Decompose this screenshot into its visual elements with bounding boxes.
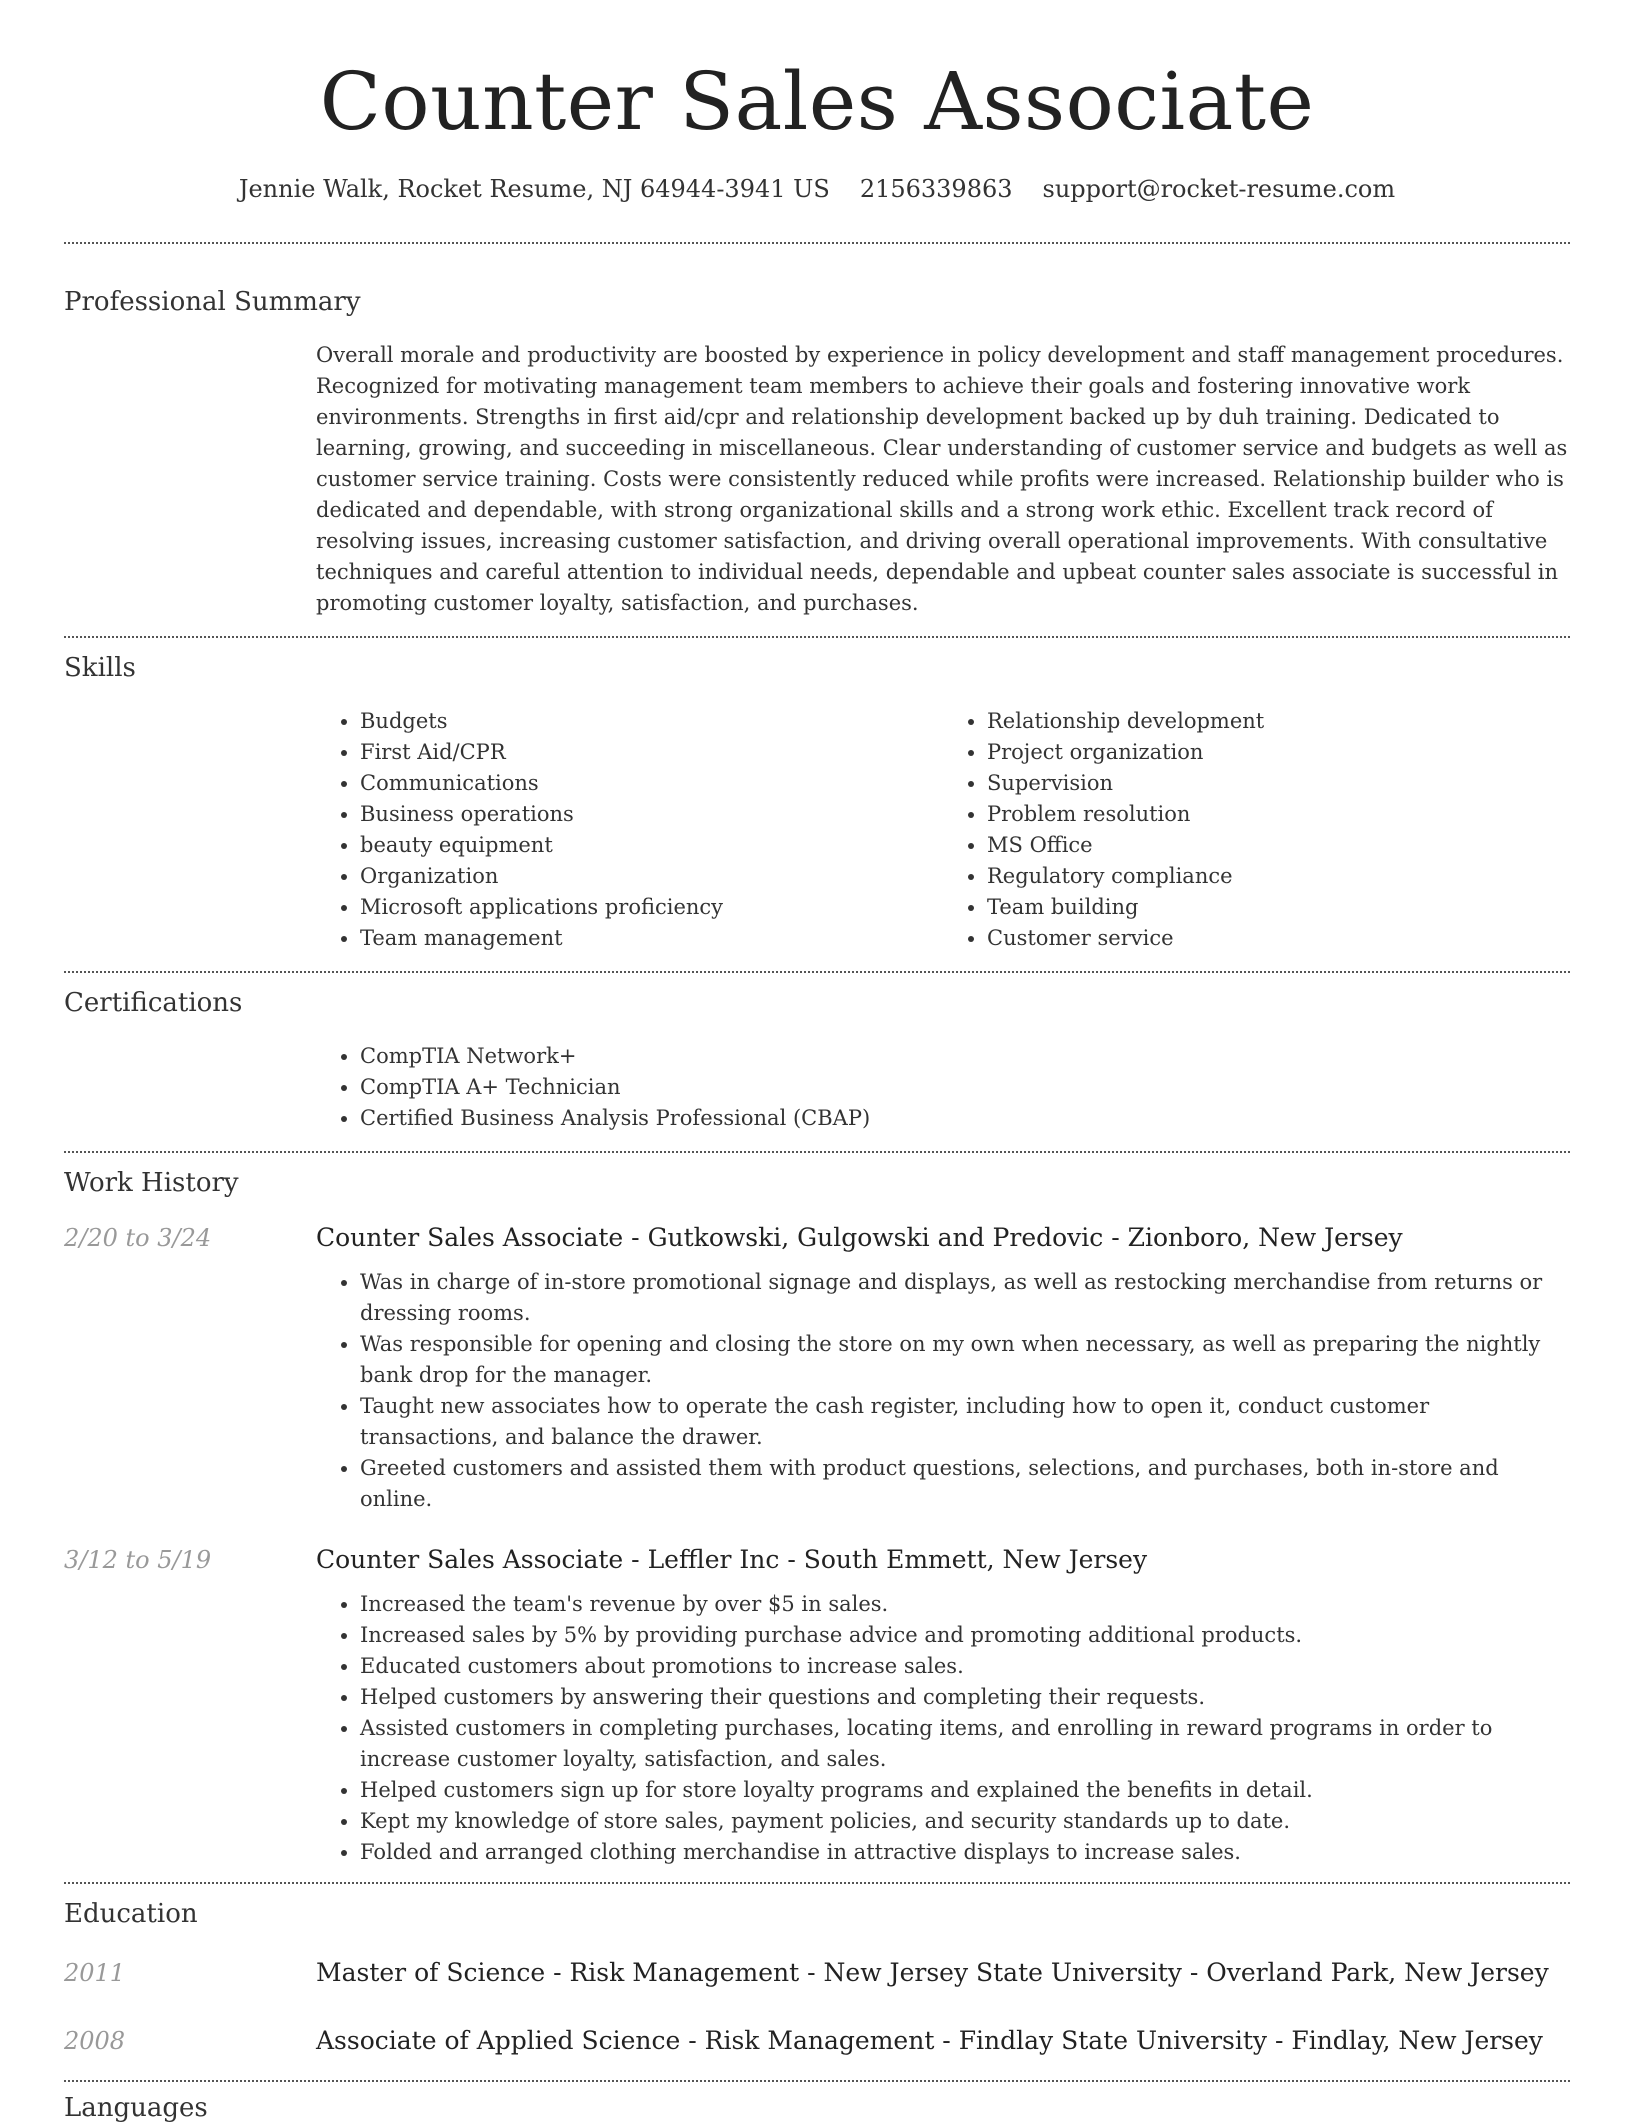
- resume-title: Counter Sales Associate: [319, 55, 1315, 148]
- section-work-history: [64, 1153, 1570, 1868]
- skill-item: • First Aid/CPR: [360, 737, 943, 768]
- education-school: New Jersey State University - Overland Park, New Jersey: [823, 1958, 1549, 1987]
- skills-grid: [316, 706, 1570, 954]
- skill-item: • Organization: [360, 861, 943, 892]
- job-bullet: • Helped customers by answering their questions and completing their requests.: [360, 1682, 1570, 1713]
- skill-item: • Budgets: [360, 706, 943, 737]
- summary-text: Overall morale and productivity are boosted by experience in policy development and staff management procedures. Recognized for motivating management team members to achieve their goals and fostering innovative work environments. Strengths in first aid/cpr and relationship development backed up by duh training. Dedicated to learning, growing, and succeeding in miscellaneous. Clear understanding of customer service and budgets as well as customer service training. Costs were consistently reduced while profits were increased. Relationship builder who is dedicated and dependable, with strong organizational skills and a strong work ethic. Excellent track record of resolving issues, increasing customer satisfaction, and driving overall operational improvements. With consultative techniques and careful attention to individual needs, dependable and upbeat counter sales associate is successful in promoting customer loyalty, satisfaction, and purchases.: [316, 343, 1568, 615]
- skill-item: • Team management: [360, 923, 943, 954]
- section-skills: [64, 638, 1570, 954]
- job-header: [64, 1543, 1570, 1577]
- contact-email: support@rocket-resume.com: [1042, 175, 1396, 203]
- job-bullet: • Greeted customers and assisted them with product questions, selections, and purchases, both in-store and online.: [360, 1453, 1570, 1515]
- skill-item: • Regulatory compliance: [987, 861, 1570, 892]
- section-languages: [64, 2082, 1570, 2126]
- certification-item: • Certified Business Analysis Professional (CBAP): [360, 1103, 1570, 1134]
- resume-page: [64, 0, 1570, 2126]
- contact-phone: 2156339863: [859, 175, 1013, 203]
- skill-item: • Problem resolution: [987, 799, 1570, 830]
- section-heading: Languages: [64, 2093, 208, 2123]
- certifications-list: [316, 1041, 1570, 1134]
- job-bullets: [316, 1267, 1570, 1515]
- skill-item: • beauty equipment: [360, 830, 943, 861]
- skills-list-left: [316, 706, 943, 954]
- education-entry: [64, 2024, 1570, 2058]
- skill-item: • Relationship development: [987, 706, 1570, 737]
- job-title: Counter Sales Associate - Gutkowski, Gulgowski and Predovic - Zionboro, New Jersey: [316, 1223, 1403, 1252]
- certification-item: • CompTIA A+ Technician: [360, 1072, 1570, 1103]
- education-degree: Master of Science - Risk Management: [316, 1958, 800, 1987]
- contact-address: Jennie Walk, Rocket Resume, NJ 64944-3941 US: [238, 175, 830, 203]
- education-entry: [64, 1956, 1570, 1990]
- job-title: Counter Sales Associate - Leffler Inc - South Emmett, New Jersey: [316, 1545, 1148, 1574]
- education-year: 2011: [64, 1959, 126, 1987]
- skill-item: • Supervision: [987, 768, 1570, 799]
- contact-line: [64, 172, 1570, 206]
- section-heading: Certifications: [64, 988, 243, 1018]
- job-bullets: [316, 1589, 1570, 1868]
- certification-item: • CompTIA Network+: [360, 1041, 1570, 1072]
- job-bullet: • Was in charge of in-store promotional signage and displays, as well as restocking merchandise from returns or dressing rooms.: [360, 1267, 1570, 1329]
- job-entry: [64, 1543, 1570, 1868]
- section-heading: Skills: [64, 653, 136, 683]
- job-bullet: • Increased the team's revenue by over $5 in sales.: [360, 1589, 1570, 1620]
- job-bullet: • Was responsible for opening and closing the store on my own when necessary, as well as preparing the nightly bank drop for the manager.: [360, 1329, 1570, 1391]
- education-year: 2008: [64, 2027, 126, 2055]
- section-summary: [64, 244, 1570, 619]
- job-bullet: • Kept my knowledge of store sales, payment policies, and security standards up to date.: [360, 1806, 1570, 1837]
- education-title: Associate of Applied Science - Risk Management - Findlay State University - Findlay, New Jersey: [316, 2026, 1543, 2055]
- section-certifications: [64, 973, 1570, 1134]
- section-heading: Professional Summary: [64, 287, 361, 317]
- skill-item: • Communications: [360, 768, 943, 799]
- education-school: Findlay State University - Findlay, New Jersey: [958, 2026, 1543, 2055]
- job-bullet: • Increased sales by 5% by providing purchase advice and promoting additional products.: [360, 1620, 1570, 1651]
- education-degree: Associate of Applied Science - Risk Management: [316, 2026, 935, 2055]
- job-bullet: • Educated customers about promotions to increase sales.: [360, 1651, 1570, 1682]
- job-bullet: • Folded and arranged clothing merchandise in attractive displays to increase sales.: [360, 1837, 1570, 1868]
- job-bullet: • Helped customers sign up for store loyalty programs and explained the benefits in detail.: [360, 1775, 1570, 1806]
- skill-item: • Team building: [987, 892, 1570, 923]
- skills-list-right: [943, 706, 1570, 954]
- section-heading: Education: [64, 1899, 198, 1929]
- job-header: [64, 1221, 1570, 1255]
- skill-item: • MS Office: [987, 830, 1570, 861]
- job-bullet: • Taught new associates how to operate the cash register, including how to open it, conduct customer transactions, and balance the drawer.: [360, 1391, 1570, 1453]
- skill-item: • Microsoft applications proficiency: [360, 892, 943, 923]
- skill-item: • Customer service: [987, 923, 1570, 954]
- job-entry: [64, 1221, 1570, 1515]
- job-bullet: • Assisted customers in completing purchases, locating items, and enrolling in reward programs in order to increase customer loyalty, satisfaction, and sales.: [360, 1713, 1570, 1775]
- skill-item: • Project organization: [987, 737, 1570, 768]
- section-education: [64, 1884, 1570, 2058]
- job-dates: 3/12 to 5/19: [64, 1546, 212, 1574]
- job-dates: 2/20 to 3/24: [64, 1224, 212, 1252]
- skill-item: • Business operations: [360, 799, 943, 830]
- education-title: Master of Science - Risk Management - New Jersey State University - Overland Park, New Jersey: [316, 1958, 1549, 1987]
- section-heading: Work History: [64, 1168, 239, 1198]
